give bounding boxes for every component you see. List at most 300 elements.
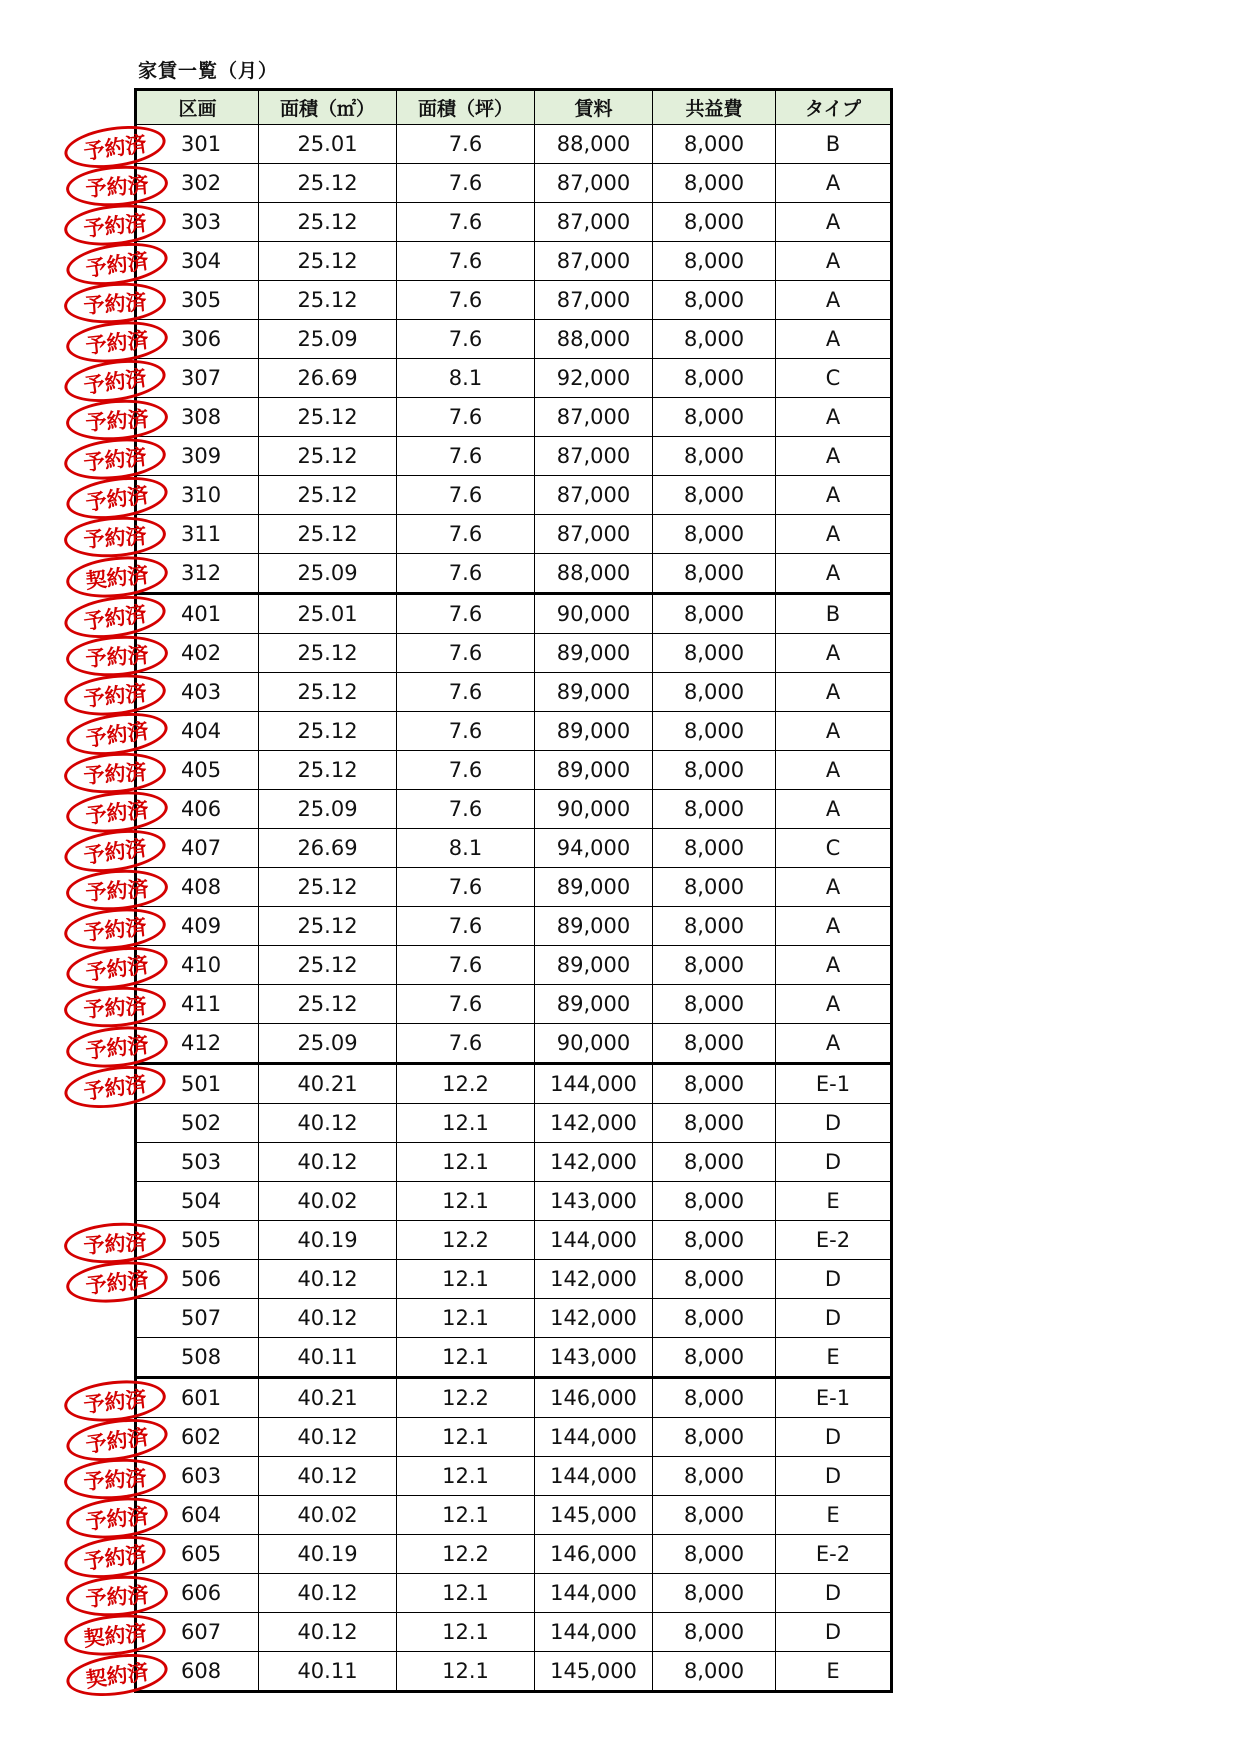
table-row <box>136 281 892 320</box>
status-stamp: 予約済 <box>62 1375 168 1425</box>
cell-unit: 602 <box>136 1418 259 1457</box>
cell-rent: 142,000 <box>535 1260 653 1299</box>
header-type: タイプ <box>776 90 892 125</box>
cell-rent: 87,000 <box>535 281 653 320</box>
table-row <box>136 907 892 946</box>
cell-area-tsubo: 12.1 <box>397 1457 535 1496</box>
status-stamp: 予約済 <box>64 471 171 525</box>
cell-area-tsubo: 7.6 <box>397 790 535 829</box>
cell-type: D <box>776 1613 892 1652</box>
cell-area-m2: 40.12 <box>259 1457 397 1496</box>
cell-rent: 87,000 <box>535 437 653 476</box>
cell-type: D <box>776 1418 892 1457</box>
cell-rent: 89,000 <box>535 751 653 790</box>
table-row <box>136 1143 892 1182</box>
status-stamp: 予約済 <box>64 707 171 761</box>
cell-area-tsubo: 7.6 <box>397 907 535 946</box>
cell-common-fee: 8,000 <box>653 829 776 868</box>
cell-area-tsubo: 7.6 <box>397 203 535 242</box>
status-stamp: 予約済 <box>63 749 168 796</box>
cell-type: D <box>776 1104 892 1143</box>
table-row <box>136 1378 892 1418</box>
cell-common-fee: 8,000 <box>653 398 776 437</box>
cell-unit: 307 <box>136 359 259 398</box>
cell-rent: 89,000 <box>535 946 653 985</box>
cell-type: E-1 <box>776 1378 892 1418</box>
table-body <box>136 125 892 1692</box>
table-row <box>136 634 892 673</box>
cell-area-tsubo: 12.1 <box>397 1574 535 1613</box>
cell-common-fee: 8,000 <box>653 673 776 712</box>
cell-unit: 608 <box>136 1652 259 1692</box>
status-stamp: 予約済 <box>62 200 168 250</box>
cell-rent: 90,000 <box>535 790 653 829</box>
table-row <box>136 1064 892 1104</box>
table-row <box>136 946 892 985</box>
status-stamp: 予約済 <box>62 434 168 484</box>
cell-common-fee: 8,000 <box>653 1613 776 1652</box>
cell-area-tsubo: 7.6 <box>397 868 535 907</box>
cell-area-m2: 25.09 <box>259 1024 397 1064</box>
cell-area-m2: 40.12 <box>259 1574 397 1613</box>
cell-rent: 87,000 <box>535 203 653 242</box>
cell-unit: 303 <box>136 203 259 242</box>
cell-common-fee: 8,000 <box>653 1104 776 1143</box>
cell-rent: 142,000 <box>535 1104 653 1143</box>
header-area-m2: 面積（㎡） <box>259 90 397 125</box>
cell-rent: 89,000 <box>535 907 653 946</box>
table-row <box>136 1574 892 1613</box>
cell-type: D <box>776 1260 892 1299</box>
cell-common-fee: 8,000 <box>653 907 776 946</box>
cell-area-m2: 40.21 <box>259 1064 397 1104</box>
header-common-fee: 共益費 <box>653 90 776 125</box>
cell-type: D <box>776 1299 892 1338</box>
cell-type: A <box>776 242 892 281</box>
cell-area-m2: 25.12 <box>259 907 397 946</box>
cell-type: E <box>776 1496 892 1535</box>
status-stamp: 予約済 <box>63 513 168 560</box>
cell-common-fee: 8,000 <box>653 1496 776 1535</box>
status-stamp: 予約済 <box>64 1413 171 1467</box>
cell-area-m2: 25.12 <box>259 634 397 673</box>
table-row <box>136 790 892 829</box>
cell-common-fee: 8,000 <box>653 1535 776 1574</box>
table-row <box>136 1024 892 1064</box>
status-stamp: 予約済 <box>63 279 168 326</box>
cell-unit: 411 <box>136 985 259 1024</box>
cell-common-fee: 8,000 <box>653 1574 776 1613</box>
cell-unit: 407 <box>136 829 259 868</box>
cell-common-fee: 8,000 <box>653 242 776 281</box>
cell-unit: 301 <box>136 125 259 164</box>
cell-type: A <box>776 164 892 203</box>
cell-common-fee: 8,000 <box>653 594 776 634</box>
status-stamp: 予約済 <box>62 824 169 878</box>
cell-common-fee: 8,000 <box>653 1064 776 1104</box>
cell-rent: 144,000 <box>535 1418 653 1457</box>
cell-area-m2: 25.12 <box>259 164 397 203</box>
cell-rent: 146,000 <box>535 1535 653 1574</box>
cell-area-m2: 25.09 <box>259 790 397 829</box>
header-unit: 区画 <box>136 90 259 125</box>
cell-type: B <box>776 594 892 634</box>
cell-rent: 90,000 <box>535 1024 653 1064</box>
cell-type: A <box>776 203 892 242</box>
cell-area-tsubo: 12.1 <box>397 1418 535 1457</box>
cell-unit: 406 <box>136 790 259 829</box>
cell-unit: 506 <box>136 1260 259 1299</box>
cell-type: A <box>776 281 892 320</box>
cell-common-fee: 8,000 <box>653 790 776 829</box>
status-stamp: 予約済 <box>62 1060 169 1114</box>
cell-unit: 409 <box>136 907 259 946</box>
cell-type: D <box>776 1574 892 1613</box>
cell-area-tsubo: 8.1 <box>397 359 535 398</box>
table-row <box>136 242 892 281</box>
page-title: 家賃一覧（月） <box>138 60 279 82</box>
cell-area-tsubo: 7.6 <box>397 242 535 281</box>
cell-type: A <box>776 790 892 829</box>
status-stamp: 予約済 <box>65 162 170 209</box>
cell-type: E-2 <box>776 1221 892 1260</box>
table-row <box>136 1299 892 1338</box>
cell-type: A <box>776 398 892 437</box>
cell-rent: 145,000 <box>535 1652 653 1692</box>
cell-unit: 403 <box>136 673 259 712</box>
status-stamp: 予約済 <box>64 787 170 837</box>
cell-area-m2: 40.19 <box>259 1535 397 1574</box>
cell-type: C <box>776 829 892 868</box>
table-header-row <box>136 90 892 125</box>
cell-rent: 142,000 <box>535 1143 653 1182</box>
cell-area-tsubo: 7.6 <box>397 398 535 437</box>
cell-common-fee: 8,000 <box>653 1182 776 1221</box>
cell-common-fee: 8,000 <box>653 1221 776 1260</box>
cell-unit: 302 <box>136 164 259 203</box>
table-row <box>136 1535 892 1574</box>
cell-type: A <box>776 476 892 515</box>
cell-area-m2: 25.12 <box>259 242 397 281</box>
cell-rent: 145,000 <box>535 1496 653 1535</box>
cell-area-m2: 40.12 <box>259 1299 397 1338</box>
cell-common-fee: 8,000 <box>653 125 776 164</box>
cell-area-tsubo: 12.1 <box>397 1260 535 1299</box>
cell-rent: 87,000 <box>535 164 653 203</box>
table-row <box>136 1260 892 1299</box>
cell-unit: 401 <box>136 594 259 634</box>
cell-unit: 508 <box>136 1338 259 1378</box>
cell-unit: 507 <box>136 1299 259 1338</box>
status-stamp: 契約済 <box>62 1610 168 1660</box>
cell-area-tsubo: 12.2 <box>397 1378 535 1418</box>
cell-rent: 87,000 <box>535 515 653 554</box>
cell-area-m2: 25.01 <box>259 125 397 164</box>
cell-rent: 144,000 <box>535 1613 653 1652</box>
cell-area-tsubo: 7.6 <box>397 281 535 320</box>
cell-area-m2: 25.12 <box>259 515 397 554</box>
cell-unit: 504 <box>136 1182 259 1221</box>
cell-area-m2: 25.01 <box>259 594 397 634</box>
cell-area-m2: 25.12 <box>259 281 397 320</box>
cell-common-fee: 8,000 <box>653 554 776 594</box>
cell-common-fee: 8,000 <box>653 1378 776 1418</box>
cell-rent: 87,000 <box>535 242 653 281</box>
cell-area-m2: 25.12 <box>259 398 397 437</box>
cell-unit: 603 <box>136 1457 259 1496</box>
cell-rent: 89,000 <box>535 712 653 751</box>
status-stamp: 予約済 <box>65 1572 170 1619</box>
header-area-tsubo: 面積（坪） <box>397 90 535 125</box>
cell-unit: 503 <box>136 1143 259 1182</box>
cell-area-tsubo: 12.1 <box>397 1613 535 1652</box>
status-stamp: 予約済 <box>64 1021 170 1071</box>
table-row <box>136 1457 892 1496</box>
cell-type: A <box>776 907 892 946</box>
cell-common-fee: 8,000 <box>653 751 776 790</box>
table-row <box>136 1496 892 1535</box>
cell-rent: 88,000 <box>535 320 653 359</box>
cell-unit: 408 <box>136 868 259 907</box>
cell-type: D <box>776 1457 892 1496</box>
cell-common-fee: 8,000 <box>653 476 776 515</box>
cell-area-tsubo: 7.6 <box>397 554 535 594</box>
cell-area-m2: 25.12 <box>259 751 397 790</box>
cell-rent: 144,000 <box>535 1221 653 1260</box>
cell-area-m2: 25.12 <box>259 946 397 985</box>
table-row <box>136 203 892 242</box>
cell-area-m2: 40.12 <box>259 1143 397 1182</box>
status-stamp: 予約済 <box>64 1493 170 1543</box>
cell-area-m2: 40.02 <box>259 1182 397 1221</box>
cell-type: E <box>776 1652 892 1692</box>
status-stamp: 予約済 <box>64 317 170 367</box>
table-row <box>136 125 892 164</box>
cell-rent: 144,000 <box>535 1574 653 1613</box>
cell-unit: 311 <box>136 515 259 554</box>
cell-area-tsubo: 12.1 <box>397 1182 535 1221</box>
header-rent: 賃料 <box>535 90 653 125</box>
cell-area-m2: 40.11 <box>259 1338 397 1378</box>
cell-type: E-1 <box>776 1064 892 1104</box>
cell-rent: 142,000 <box>535 1299 653 1338</box>
cell-area-tsubo: 7.6 <box>397 320 535 359</box>
table-row <box>136 320 892 359</box>
cell-type: A <box>776 437 892 476</box>
cell-unit: 607 <box>136 1613 259 1652</box>
table-row <box>136 476 892 515</box>
cell-area-tsubo: 7.6 <box>397 673 535 712</box>
cell-rent: 89,000 <box>535 985 653 1024</box>
cell-area-tsubo: 7.6 <box>397 594 535 634</box>
cell-type: A <box>776 634 892 673</box>
cell-unit: 604 <box>136 1496 259 1535</box>
table-row <box>136 712 892 751</box>
cell-area-m2: 25.12 <box>259 673 397 712</box>
cell-type: B <box>776 125 892 164</box>
table-row <box>136 1221 892 1260</box>
cell-area-m2: 40.12 <box>259 1104 397 1143</box>
cell-rent: 144,000 <box>535 1457 653 1496</box>
cell-area-m2: 25.12 <box>259 712 397 751</box>
cell-common-fee: 8,000 <box>653 1024 776 1064</box>
cell-rent: 90,000 <box>535 594 653 634</box>
cell-unit: 606 <box>136 1574 259 1613</box>
cell-type: C <box>776 359 892 398</box>
cell-area-tsubo: 7.6 <box>397 515 535 554</box>
cell-common-fee: 8,000 <box>653 712 776 751</box>
cell-type: A <box>776 712 892 751</box>
cell-common-fee: 8,000 <box>653 281 776 320</box>
cell-area-tsubo: 12.1 <box>397 1338 535 1378</box>
cell-common-fee: 8,000 <box>653 320 776 359</box>
cell-unit: 305 <box>136 281 259 320</box>
cell-area-tsubo: 12.2 <box>397 1221 535 1260</box>
cell-rent: 88,000 <box>535 554 653 594</box>
cell-common-fee: 8,000 <box>653 164 776 203</box>
table-row <box>136 1652 892 1692</box>
cell-area-tsubo: 12.1 <box>397 1299 535 1338</box>
cell-common-fee: 8,000 <box>653 203 776 242</box>
cell-rent: 143,000 <box>535 1338 653 1378</box>
cell-unit: 310 <box>136 476 259 515</box>
cell-type: A <box>776 751 892 790</box>
cell-rent: 146,000 <box>535 1378 653 1418</box>
cell-area-tsubo: 8.1 <box>397 829 535 868</box>
cell-type: A <box>776 515 892 554</box>
table-row <box>136 437 892 476</box>
cell-common-fee: 8,000 <box>653 1457 776 1496</box>
cell-common-fee: 8,000 <box>653 1418 776 1457</box>
cell-area-m2: 25.12 <box>259 476 397 515</box>
cell-unit: 306 <box>136 320 259 359</box>
cell-common-fee: 8,000 <box>653 985 776 1024</box>
cell-rent: 89,000 <box>535 673 653 712</box>
table-row <box>136 594 892 634</box>
status-stamp: 契約済 <box>64 1648 171 1702</box>
table-row <box>136 398 892 437</box>
status-stamp: 予約済 <box>62 120 169 174</box>
cell-unit: 410 <box>136 946 259 985</box>
table-row <box>136 829 892 868</box>
cell-type: A <box>776 868 892 907</box>
cell-type: A <box>776 1024 892 1064</box>
status-stamp: 予約済 <box>62 904 168 954</box>
cell-common-fee: 8,000 <box>653 946 776 985</box>
status-stamp: 予約済 <box>63 1455 168 1502</box>
cell-unit: 308 <box>136 398 259 437</box>
cell-rent: 143,000 <box>535 1182 653 1221</box>
cell-area-tsubo: 7.6 <box>397 164 535 203</box>
cell-area-m2: 26.69 <box>259 359 397 398</box>
cell-type: A <box>776 673 892 712</box>
cell-area-tsubo: 12.1 <box>397 1652 535 1692</box>
cell-area-m2: 40.02 <box>259 1496 397 1535</box>
cell-area-m2: 40.19 <box>259 1221 397 1260</box>
table-row <box>136 673 892 712</box>
cell-area-tsubo: 7.6 <box>397 125 535 164</box>
cell-unit: 309 <box>136 437 259 476</box>
status-stamp: 予約済 <box>62 1530 169 1584</box>
cell-rent: 144,000 <box>535 1064 653 1104</box>
status-stamp: 予約済 <box>63 1219 168 1266</box>
table-row <box>136 1338 892 1378</box>
cell-area-tsubo: 7.6 <box>397 634 535 673</box>
cell-area-tsubo: 7.6 <box>397 712 535 751</box>
cell-area-m2: 40.21 <box>259 1378 397 1418</box>
status-stamp: 予約済 <box>64 941 171 995</box>
table-row <box>136 1182 892 1221</box>
cell-rent: 89,000 <box>535 634 653 673</box>
cell-unit: 405 <box>136 751 259 790</box>
cell-area-m2: 40.12 <box>259 1418 397 1457</box>
cell-area-m2: 40.11 <box>259 1652 397 1692</box>
cell-unit: 505 <box>136 1221 259 1260</box>
cell-area-tsubo: 12.2 <box>397 1535 535 1574</box>
status-stamp: 予約済 <box>65 866 170 913</box>
cell-area-tsubo: 12.2 <box>397 1064 535 1104</box>
status-stamp: 契約済 <box>64 551 170 601</box>
cell-rent: 92,000 <box>535 359 653 398</box>
status-stamp: 予約済 <box>65 396 170 443</box>
table-row <box>136 751 892 790</box>
cell-area-m2: 25.12 <box>259 437 397 476</box>
status-stamp: 予約済 <box>62 590 169 644</box>
cell-unit: 304 <box>136 242 259 281</box>
cell-area-m2: 25.12 <box>259 203 397 242</box>
table-row <box>136 359 892 398</box>
cell-common-fee: 8,000 <box>653 1299 776 1338</box>
table-row <box>136 554 892 594</box>
cell-area-m2: 25.12 <box>259 868 397 907</box>
table-row <box>136 1418 892 1457</box>
cell-type: A <box>776 946 892 985</box>
status-stamp: 予約済 <box>62 354 169 408</box>
cell-area-tsubo: 7.6 <box>397 751 535 790</box>
cell-area-m2: 40.12 <box>259 1613 397 1652</box>
cell-area-m2: 25.12 <box>259 985 397 1024</box>
cell-common-fee: 8,000 <box>653 634 776 673</box>
cell-common-fee: 8,000 <box>653 868 776 907</box>
table-row <box>136 985 892 1024</box>
cell-unit: 404 <box>136 712 259 751</box>
cell-area-m2: 26.69 <box>259 829 397 868</box>
cell-common-fee: 8,000 <box>653 1143 776 1182</box>
cell-unit: 402 <box>136 634 259 673</box>
cell-rent: 87,000 <box>535 476 653 515</box>
cell-area-m2: 25.09 <box>259 554 397 594</box>
cell-common-fee: 8,000 <box>653 1652 776 1692</box>
table-row <box>136 164 892 203</box>
cell-common-fee: 8,000 <box>653 515 776 554</box>
cell-common-fee: 8,000 <box>653 1338 776 1378</box>
cell-unit: 312 <box>136 554 259 594</box>
cell-unit: 501 <box>136 1064 259 1104</box>
status-stamp: 予約済 <box>63 983 168 1030</box>
status-stamp: 予約済 <box>62 670 168 720</box>
cell-unit: 502 <box>136 1104 259 1143</box>
cell-type: A <box>776 985 892 1024</box>
cell-area-tsubo: 7.6 <box>397 946 535 985</box>
table-row <box>136 515 892 554</box>
cell-unit: 412 <box>136 1024 259 1064</box>
cell-area-m2: 25.09 <box>259 320 397 359</box>
cell-area-tsubo: 7.6 <box>397 476 535 515</box>
cell-type: D <box>776 1143 892 1182</box>
cell-unit: 601 <box>136 1378 259 1418</box>
table-row <box>136 1613 892 1652</box>
cell-type: E <box>776 1338 892 1378</box>
